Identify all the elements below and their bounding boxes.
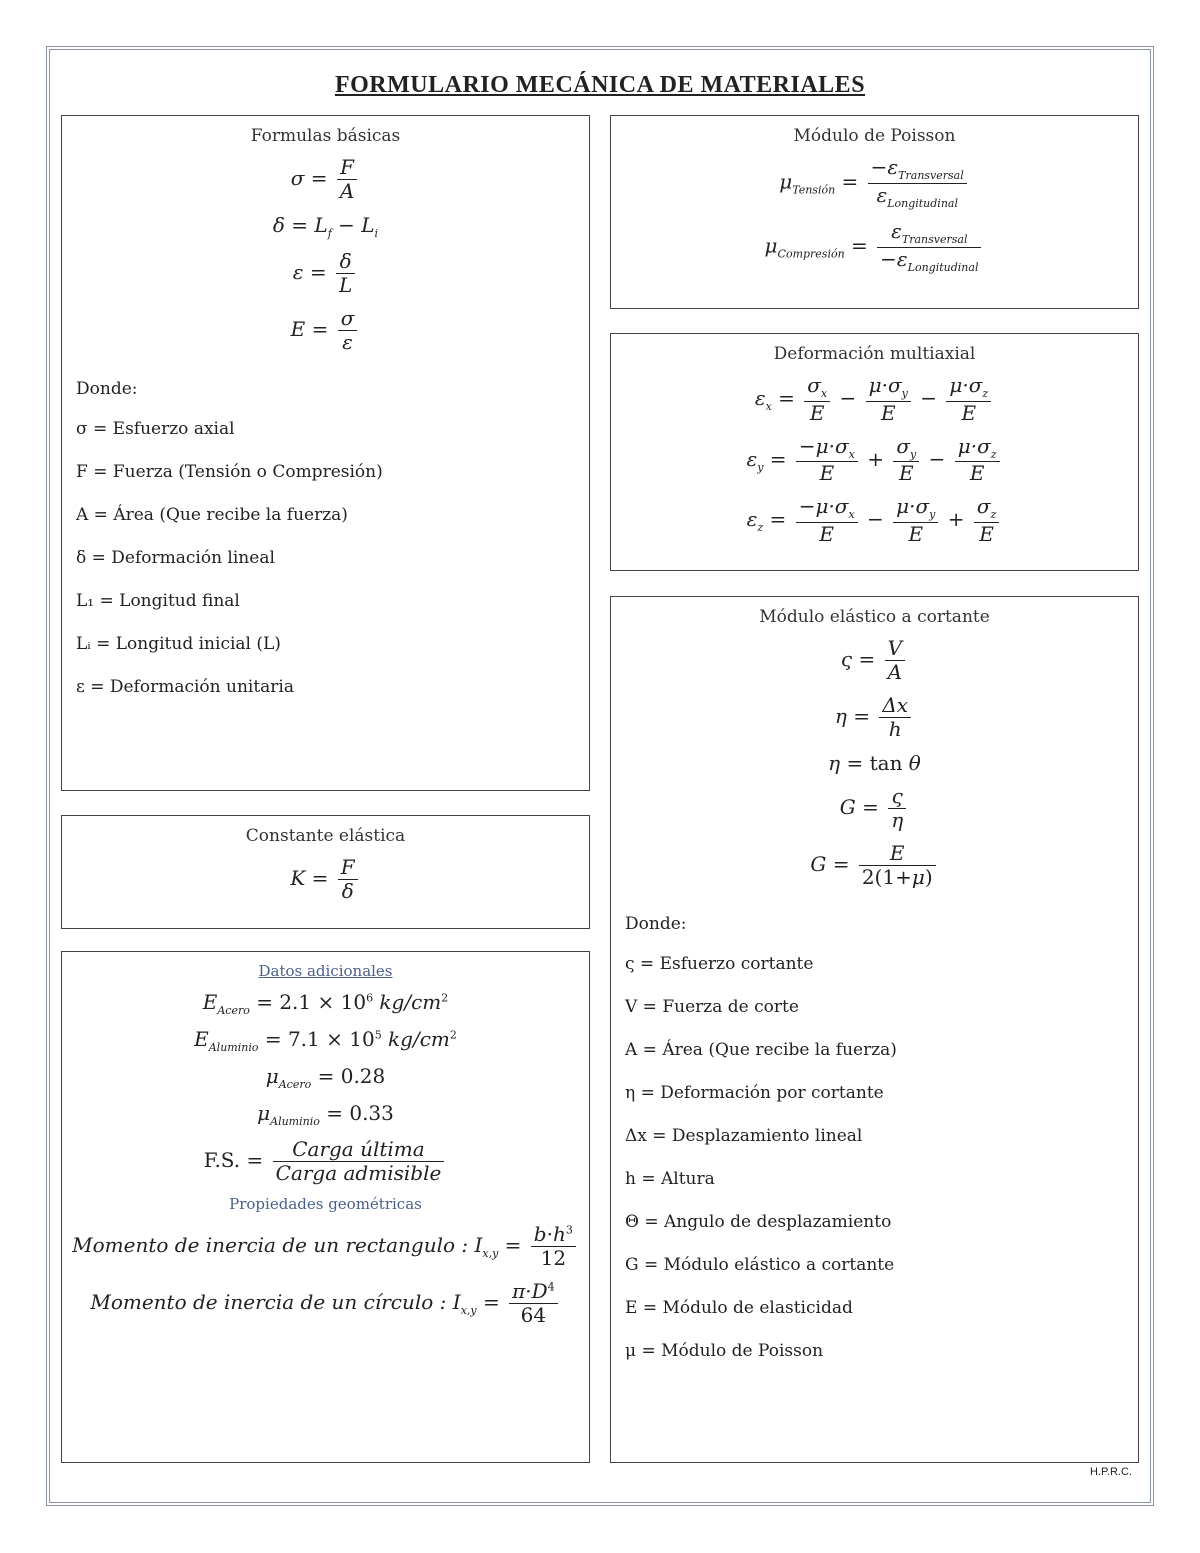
definition-item: μ = Módulo de Poisson xyxy=(625,1341,824,1361)
formula-shear-angle: η = tan θ xyxy=(828,751,921,775)
formula-inertia-circle: Momento de inercia de un círculo : $I_{x,y}$ = $\frac{\pi\cdot D^4}{64}$ xyxy=(62,1280,589,1327)
definition-item: E = Módulo de elasticidad xyxy=(625,1298,853,1318)
formula-shear-modulus-poisson: G = $\frac{E}{2(1+\mu)}$ xyxy=(611,842,1138,889)
additional-data-title: Datos adicionales xyxy=(258,962,393,980)
author-initials: H.P.R.C. xyxy=(1090,1466,1132,1478)
formula-strain-z: $\varepsilon_z$ = $\frac{-\mu\cdot\sigma_x}{E}$ − $\frac{\mu\cdot\sigma_y}{E}$ + $\frac{\sigma_z}{E}$ xyxy=(611,495,1138,546)
definition-item: L₁ = Longitud final xyxy=(76,591,240,611)
definition-item: ε = Deformación unitaria xyxy=(76,677,295,697)
definition-item: h = Altura xyxy=(625,1169,715,1189)
elastic-constant-box xyxy=(61,815,590,929)
formula-shear-strain: η = $\frac{\Delta x}{h}$ xyxy=(611,694,1138,741)
elastic-constant-title: Constante elástica xyxy=(245,826,406,846)
page-title: FORMULARIO MECÁNICA DE MATERIALES xyxy=(334,72,866,98)
shear-definitions xyxy=(611,943,1138,1373)
basic-donde-label: Donde: xyxy=(76,379,138,399)
formula-mu-steel: $\mu_{Acero} = 0.28$ xyxy=(265,1064,386,1091)
formula-mu-aluminum: $\mu_{Aluminio} = 0.33$ xyxy=(257,1101,394,1128)
formula-deformation: $\delta = L_f - L_i$ xyxy=(272,213,379,240)
formula-e-aluminum: $E_{Aluminio} = 7.1 \times 10^5$ $kg/cm^2$ xyxy=(194,1027,457,1054)
definition-item: F = Fuerza (Tensión o Compresión) xyxy=(76,462,383,482)
formula-poisson-compression: $\mu_{Compresión}$ = $\frac{\varepsilon_{Transversal}}{-\varepsilon_{Longitudinal}}$ xyxy=(611,220,1138,274)
geometric-properties-title: Propiedades geométricas xyxy=(229,1195,422,1213)
formula-inertia-rectangle: Momento de inercia de un rectangulo : $I_{x,y}$ = $\frac{b\cdot h^3}{12}$ xyxy=(62,1223,589,1270)
definition-item: V = Fuerza de corte xyxy=(625,997,799,1017)
multiaxial-box xyxy=(610,333,1139,571)
basic-formulas-title: Formulas básicas xyxy=(250,126,401,146)
formula-poisson-tension: $\mu_{Tensión}$ = $\frac{-\varepsilon_{Transversal}}{\varepsilon_{Longitudinal}}$ xyxy=(611,156,1138,210)
definition-item: Δx = Desplazamiento lineal xyxy=(625,1126,863,1146)
definition-item: A = Área (Que recibe la fuerza) xyxy=(76,505,348,525)
formula-strain: ε = $\frac{\delta}{L}$ xyxy=(62,250,589,297)
formula-strain-y: $\varepsilon_y$ = $\frac{-\mu\cdot\sigma_x}{E}$ + $\frac{\sigma_y}{E}$ − $\frac{\mu\cdot\sigma_z}{E}$ xyxy=(611,435,1138,486)
shear-donde-label: Donde: xyxy=(625,914,687,934)
additional-data-box xyxy=(61,951,590,1463)
poisson-title: Módulo de Poisson xyxy=(793,126,956,146)
formula-shear-modulus: G = $\frac{\varsigma}{\eta}$ xyxy=(611,785,1138,832)
shear-modulus-title: Módulo elástico a cortante xyxy=(759,607,990,627)
definition-item: Θ = Angulo de desplazamiento xyxy=(625,1212,892,1232)
formula-elastic-constant: K = $\frac{F}{\delta}$ xyxy=(62,856,589,903)
definition-item: σ = Esfuerzo axial xyxy=(76,419,235,439)
multiaxial-title: Deformación multiaxial xyxy=(773,344,976,364)
basic-definitions xyxy=(62,408,589,709)
definition-item: G = Módulo elástico a cortante xyxy=(625,1255,895,1275)
definition-item: δ = Deformación lineal xyxy=(76,548,275,568)
poisson-box xyxy=(610,115,1139,309)
formula-e-steel: $E_{Acero} = 2.1 \times 10^6$ $kg/cm^2$ xyxy=(202,990,449,1017)
formula-shear-stress: ς = $\frac{V}{A}$ xyxy=(611,637,1138,684)
formula-modulus: E = $\frac{\sigma}{\varepsilon}$ xyxy=(62,307,589,354)
definition-item: A = Área (Que recibe la fuerza) xyxy=(625,1040,897,1060)
definition-item: η = Deformación por cortante xyxy=(625,1083,884,1103)
formula-stress: σ = $\frac{F}{A}$ xyxy=(62,156,589,203)
definition-item: Lᵢ = Longitud inicial (L) xyxy=(76,634,281,654)
shear-modulus-box xyxy=(610,596,1139,1463)
definition-item: ς = Esfuerzo cortante xyxy=(625,954,814,974)
formula-strain-x: $\varepsilon_x$ = $\frac{\sigma_x}{E}$ − $\frac{\mu\cdot\sigma_y}{E}$ − $\frac{\mu\cdot\sigma_z}{E}$ xyxy=(611,374,1138,425)
basic-formulas-box xyxy=(61,115,590,791)
formula-safety-factor: F.S. = $\frac{\text{Carga última}}{\text{Carga admisible}}$ xyxy=(62,1138,589,1185)
